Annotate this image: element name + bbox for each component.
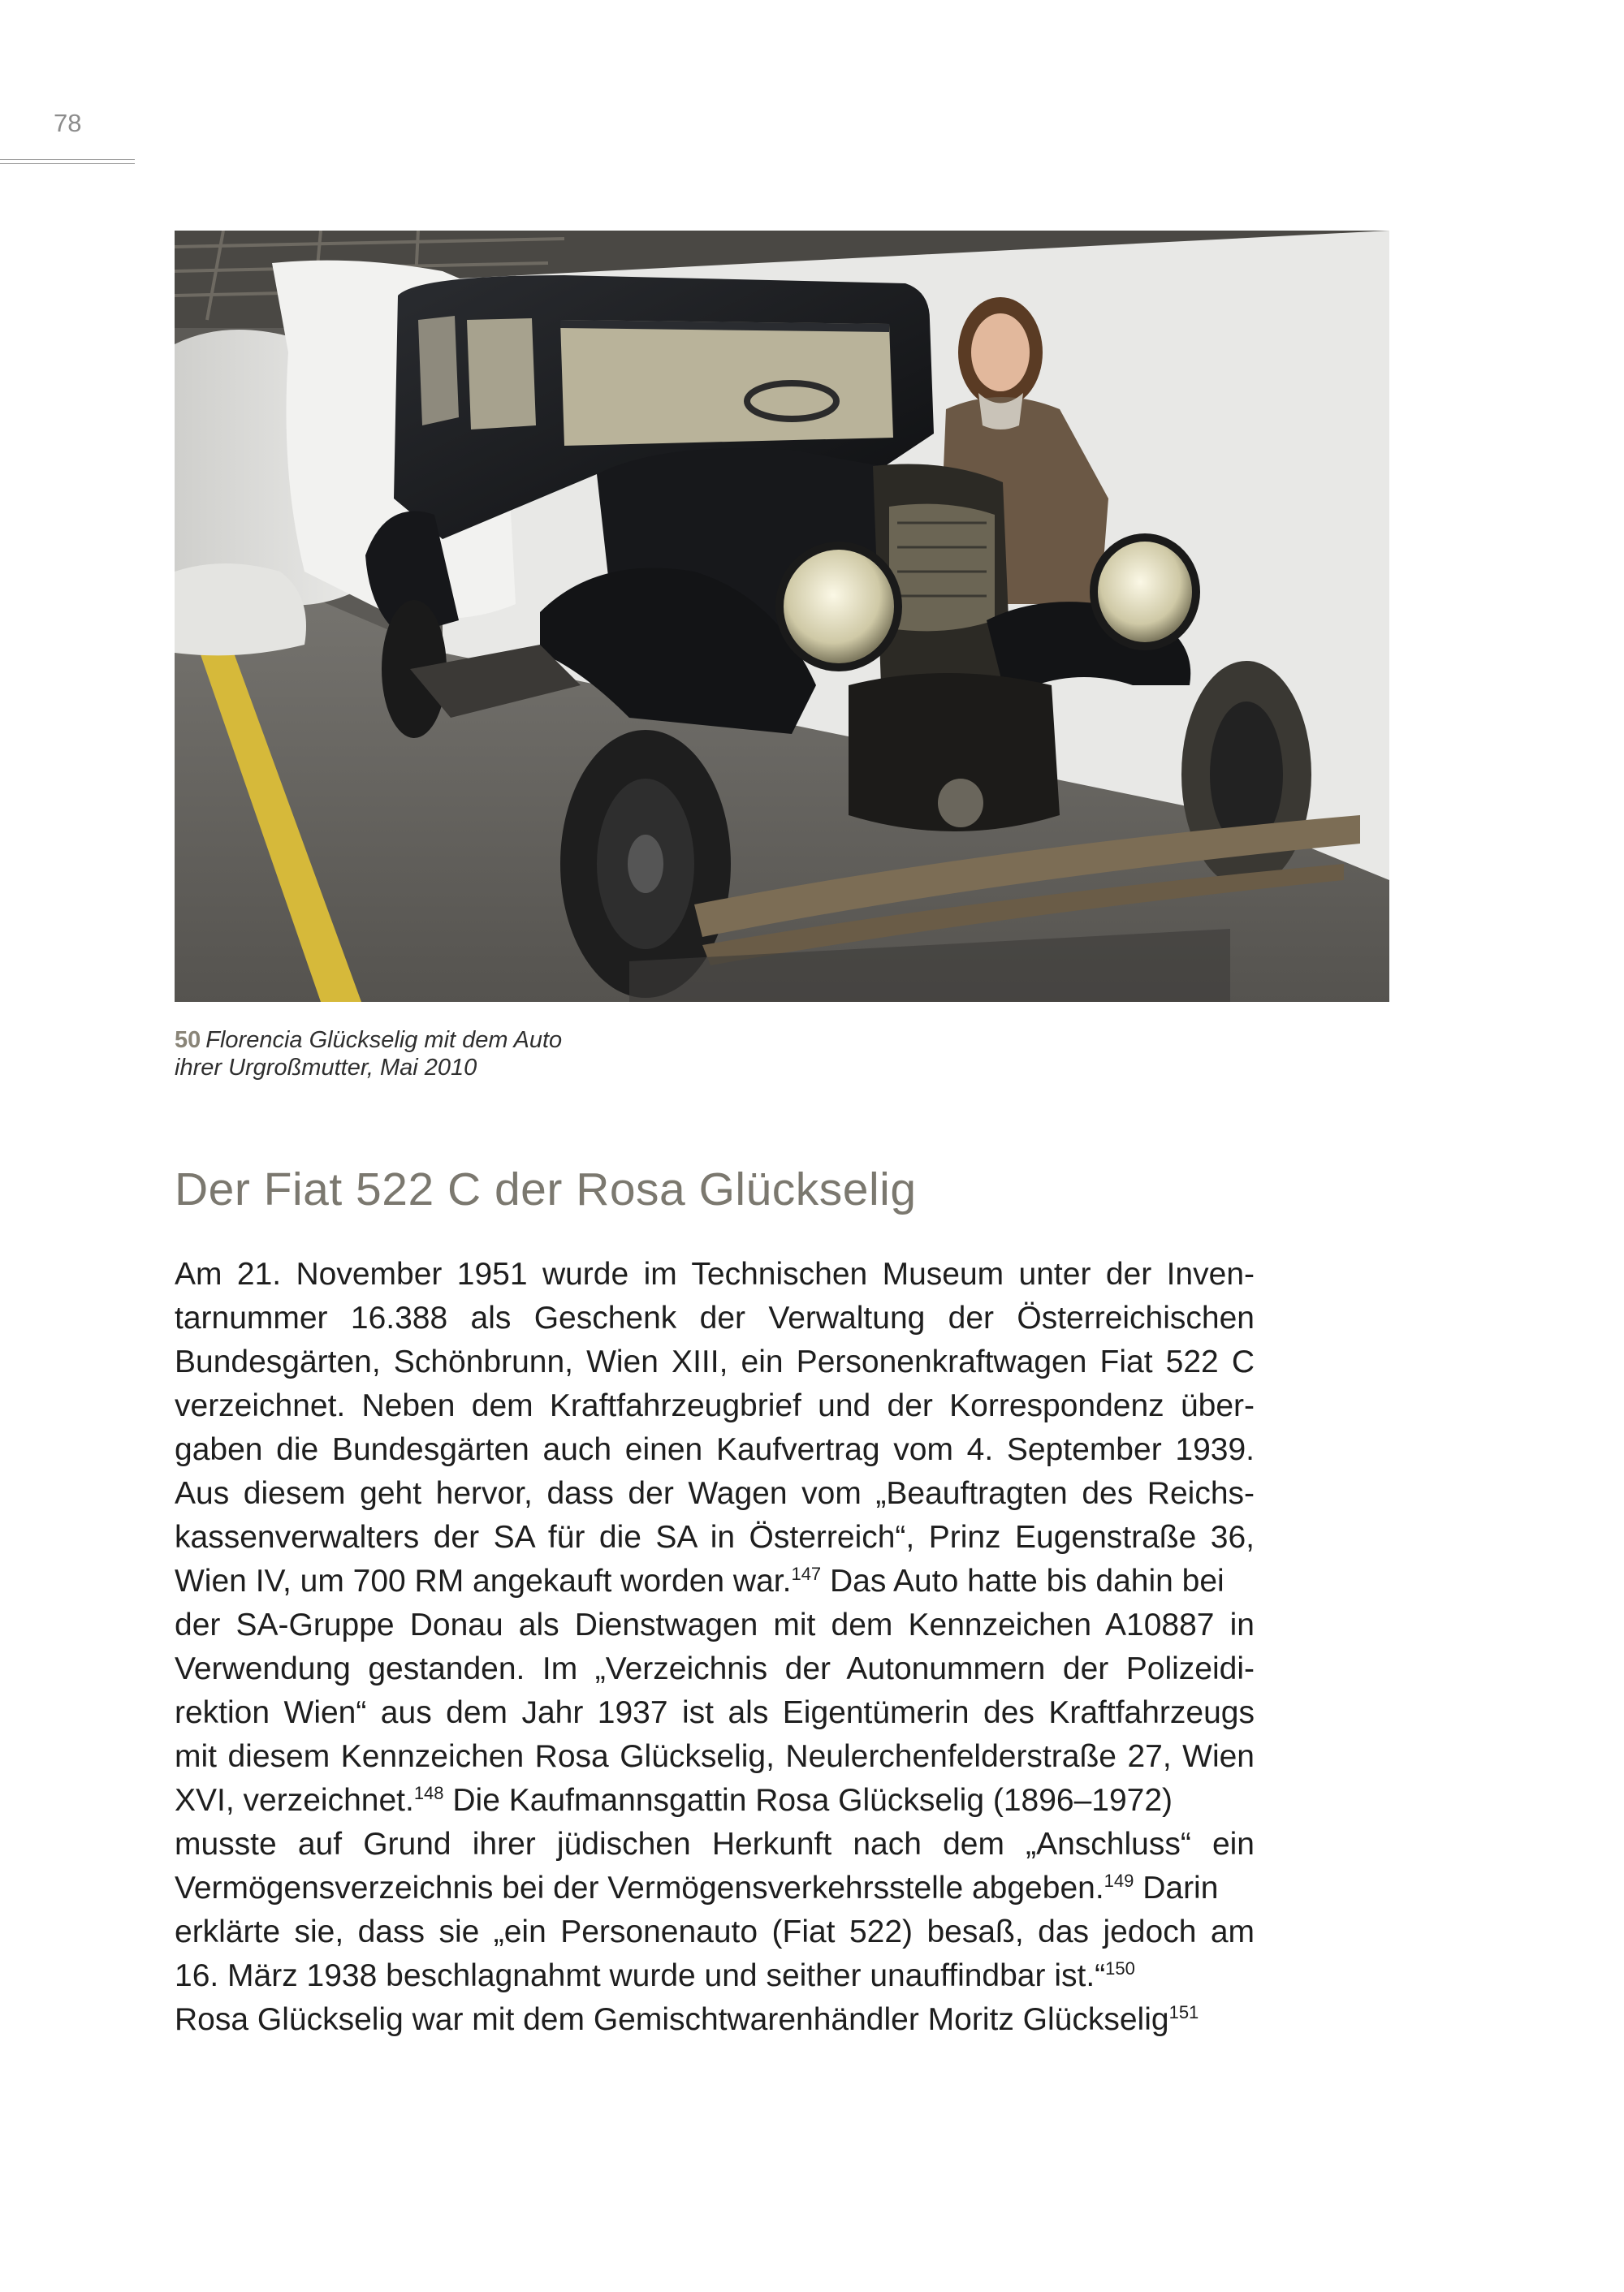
figure-number: 50 <box>175 1027 201 1053</box>
body-line-9: der SA-Gruppe Donau als Dienstwagen mit dem Kennzeichen A10887 in <box>175 1608 1255 1642</box>
body-line-3: Bundesgärten, Schönbrunn, Wien XIII, ein Personenkraftwagen Fiat 522 C <box>175 1345 1255 1379</box>
body-line-17-text: 16. März 1938 beschlagnahmt wurde und seither unauffindbar ist.“ <box>175 1958 1106 1993</box>
body-line-13-after: Die Kaufmannsgattin Rosa Glückselig (1896–1972) <box>443 1783 1173 1818</box>
footnote-ref-151: 151 <box>1168 2002 1199 2022</box>
body-line-2: tarnummer 16.388 als Geschenk der Verwaltung der Österreichischen <box>175 1301 1255 1336</box>
body-line-13 <box>175 1779 1255 1823</box>
body-line-8 <box>175 1560 1255 1604</box>
footnote-ref-149: 149 <box>1104 1871 1134 1891</box>
body-line-4: verzeichnet. Neben dem Kraftfahrzeugbrief und der Korrespondenz über- <box>175 1388 1255 1423</box>
footnote-ref-148: 148 <box>413 1783 444 1803</box>
caption-text-1: Florencia Glückselig mit dem Auto <box>205 1027 563 1053</box>
page-number: 78 <box>54 109 82 137</box>
page-number-rule <box>0 159 135 164</box>
figure-caption <box>175 1026 905 1081</box>
body-line-15-after: Darin <box>1134 1871 1219 1906</box>
body-line-15 <box>175 1867 1255 1910</box>
body-line-7: kassenverwalters der SA für die SA in Österreich“, Prinz Eugenstraße 36, <box>175 1520 1255 1555</box>
body-line-15-text: Vermögensverzeichnis bei der Vermögensverkehrsstelle abgeben. <box>175 1871 1104 1906</box>
body-line-13-text: XVI, verzeichnet. <box>175 1783 414 1818</box>
body-line-5: gaben die Bundesgärten auch einen Kaufvertrag vom 4. September 1939. <box>175 1432 1255 1467</box>
body-line-10: Verwendung gestanden. Im „Verzeichnis der Autonummern der Polizeidi- <box>175 1651 1255 1686</box>
caption-line-1 <box>175 1026 905 1054</box>
body-line-18 <box>175 1998 1255 2042</box>
body-line-8-text: Wien IV, um 700 RM angekauft worden war. <box>175 1564 792 1599</box>
body-line-12: mit diesem Kennzeichen Rosa Glückselig, Neulerchenfelderstraße 27, Wien <box>175 1739 1255 1774</box>
body-line-1: Am 21. November 1951 wurde im Technischen Museum unter der Inven- <box>175 1257 1255 1292</box>
photo-vintage-car <box>175 231 1389 1002</box>
body-line-17 <box>175 1954 1255 1998</box>
body-line-11: rektion Wien“ aus dem Jahr 1937 ist als Eigentümerin des Kraftfahrzeugs <box>175 1695 1255 1730</box>
section-heading: Der Fiat 522 C der Rosa Glückselig <box>175 1163 917 1215</box>
body-paragraph <box>175 1253 1255 2042</box>
body-line-16: erklärte sie, dass sie „ein Personenauto (Fiat 522) besaß, das jedoch am <box>175 1914 1255 1949</box>
caption-line-2: ihrer Urgroßmutter, Mai 2010 <box>175 1055 477 1081</box>
body-line-18-text: Rosa Glückselig war mit dem Gemischtwarenhändler Moritz Glückselig <box>175 2002 1169 2037</box>
footnote-ref-150: 150 <box>1105 1958 1135 1979</box>
body-line-14: musste auf Grund ihrer jüdischen Herkunft nach dem „Anschluss“ ein <box>175 1827 1255 1862</box>
footnote-ref-147: 147 <box>791 1564 822 1584</box>
body-line-6: Aus diesem geht hervor, dass der Wagen vom „Beauftragten des Reichs- <box>175 1476 1255 1511</box>
body-line-8-after: Das Auto hatte bis dahin bei <box>821 1564 1224 1599</box>
